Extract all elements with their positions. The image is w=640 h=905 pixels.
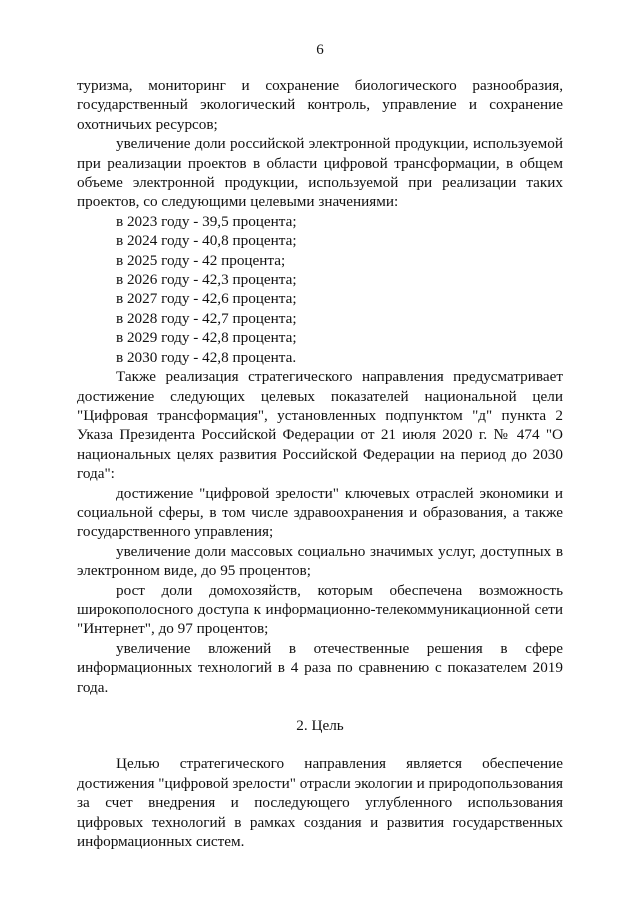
document-body — [77, 76, 563, 851]
section-title: 2. Цель — [296, 717, 344, 734]
list-item: в 2027 году - 42,6 процента; — [116, 290, 297, 308]
paragraph: туризма, мониторинг и сохранение биологического разнообразия, государственный экологический контроль, управление и сохранение охотничьих ресурсов; — [77, 77, 563, 133]
target-values-list — [77, 212, 563, 367]
list-item: в 2023 году - 39,5 процента; — [116, 212, 297, 230]
paragraph: рост доли домохозяйств, которым обеспечена возможность широкополосного доступа к информационно-телекоммуникационной сети "Интернет", до 97 процентов; — [77, 581, 563, 638]
list-item: в 2028 году - 42,7 процента; — [116, 309, 297, 327]
list-item: в 2026 году - 42,3 процента; — [116, 271, 297, 289]
list-item: в 2024 году - 40,8 процента; — [116, 232, 297, 250]
list-item: в 2029 году - 42,8 процента; — [116, 329, 297, 347]
paragraph: Целью стратегического направления является обеспечение достижения "цифровой зрелости" отрасли экологии и природопользования за счет внедрения и последующего углубленного использования цифровых технологий в рамках создания и развития государственных информационных систем. — [77, 755, 563, 851]
page-number: 6 — [316, 42, 324, 58]
paragraph: достижение "цифровой зрелости" ключевых отраслей экономики и социальной сферы, в том числе здравоохранения и образования, а также государственного управления; — [77, 484, 563, 541]
list-item: в 2030 году - 42,8 процента. — [116, 348, 297, 366]
paragraph: увеличение доли массовых социально значимых услуг, доступных в электронном виде, до 95 процентов; — [77, 542, 563, 580]
list-item: в 2025 году - 42 процента; — [116, 251, 286, 269]
paragraph: увеличение доли российской электронной продукции, используемой при реализации проектов в области цифровой трансформации, в общем объеме электронной продукции, используемой при реализации таких проектов, со следующими целевыми значениями: — [77, 135, 563, 211]
paragraph: Также реализация стратегического направления предусматривает достижение следующих целевых показателей национальной цели "Цифровая трансформация", установленных подпунктом "д" пункта 2 Указа Президента Российской Федерации от 21 июля 2020 г. № 474 "О национальных целях развития Российской Федерации на период до 2030 года": — [77, 368, 563, 483]
paragraph: увеличение вложений в отечественные решения в сфере информационных технологий в 4 раза по сравнению с показателем 2019 года. — [77, 639, 563, 696]
